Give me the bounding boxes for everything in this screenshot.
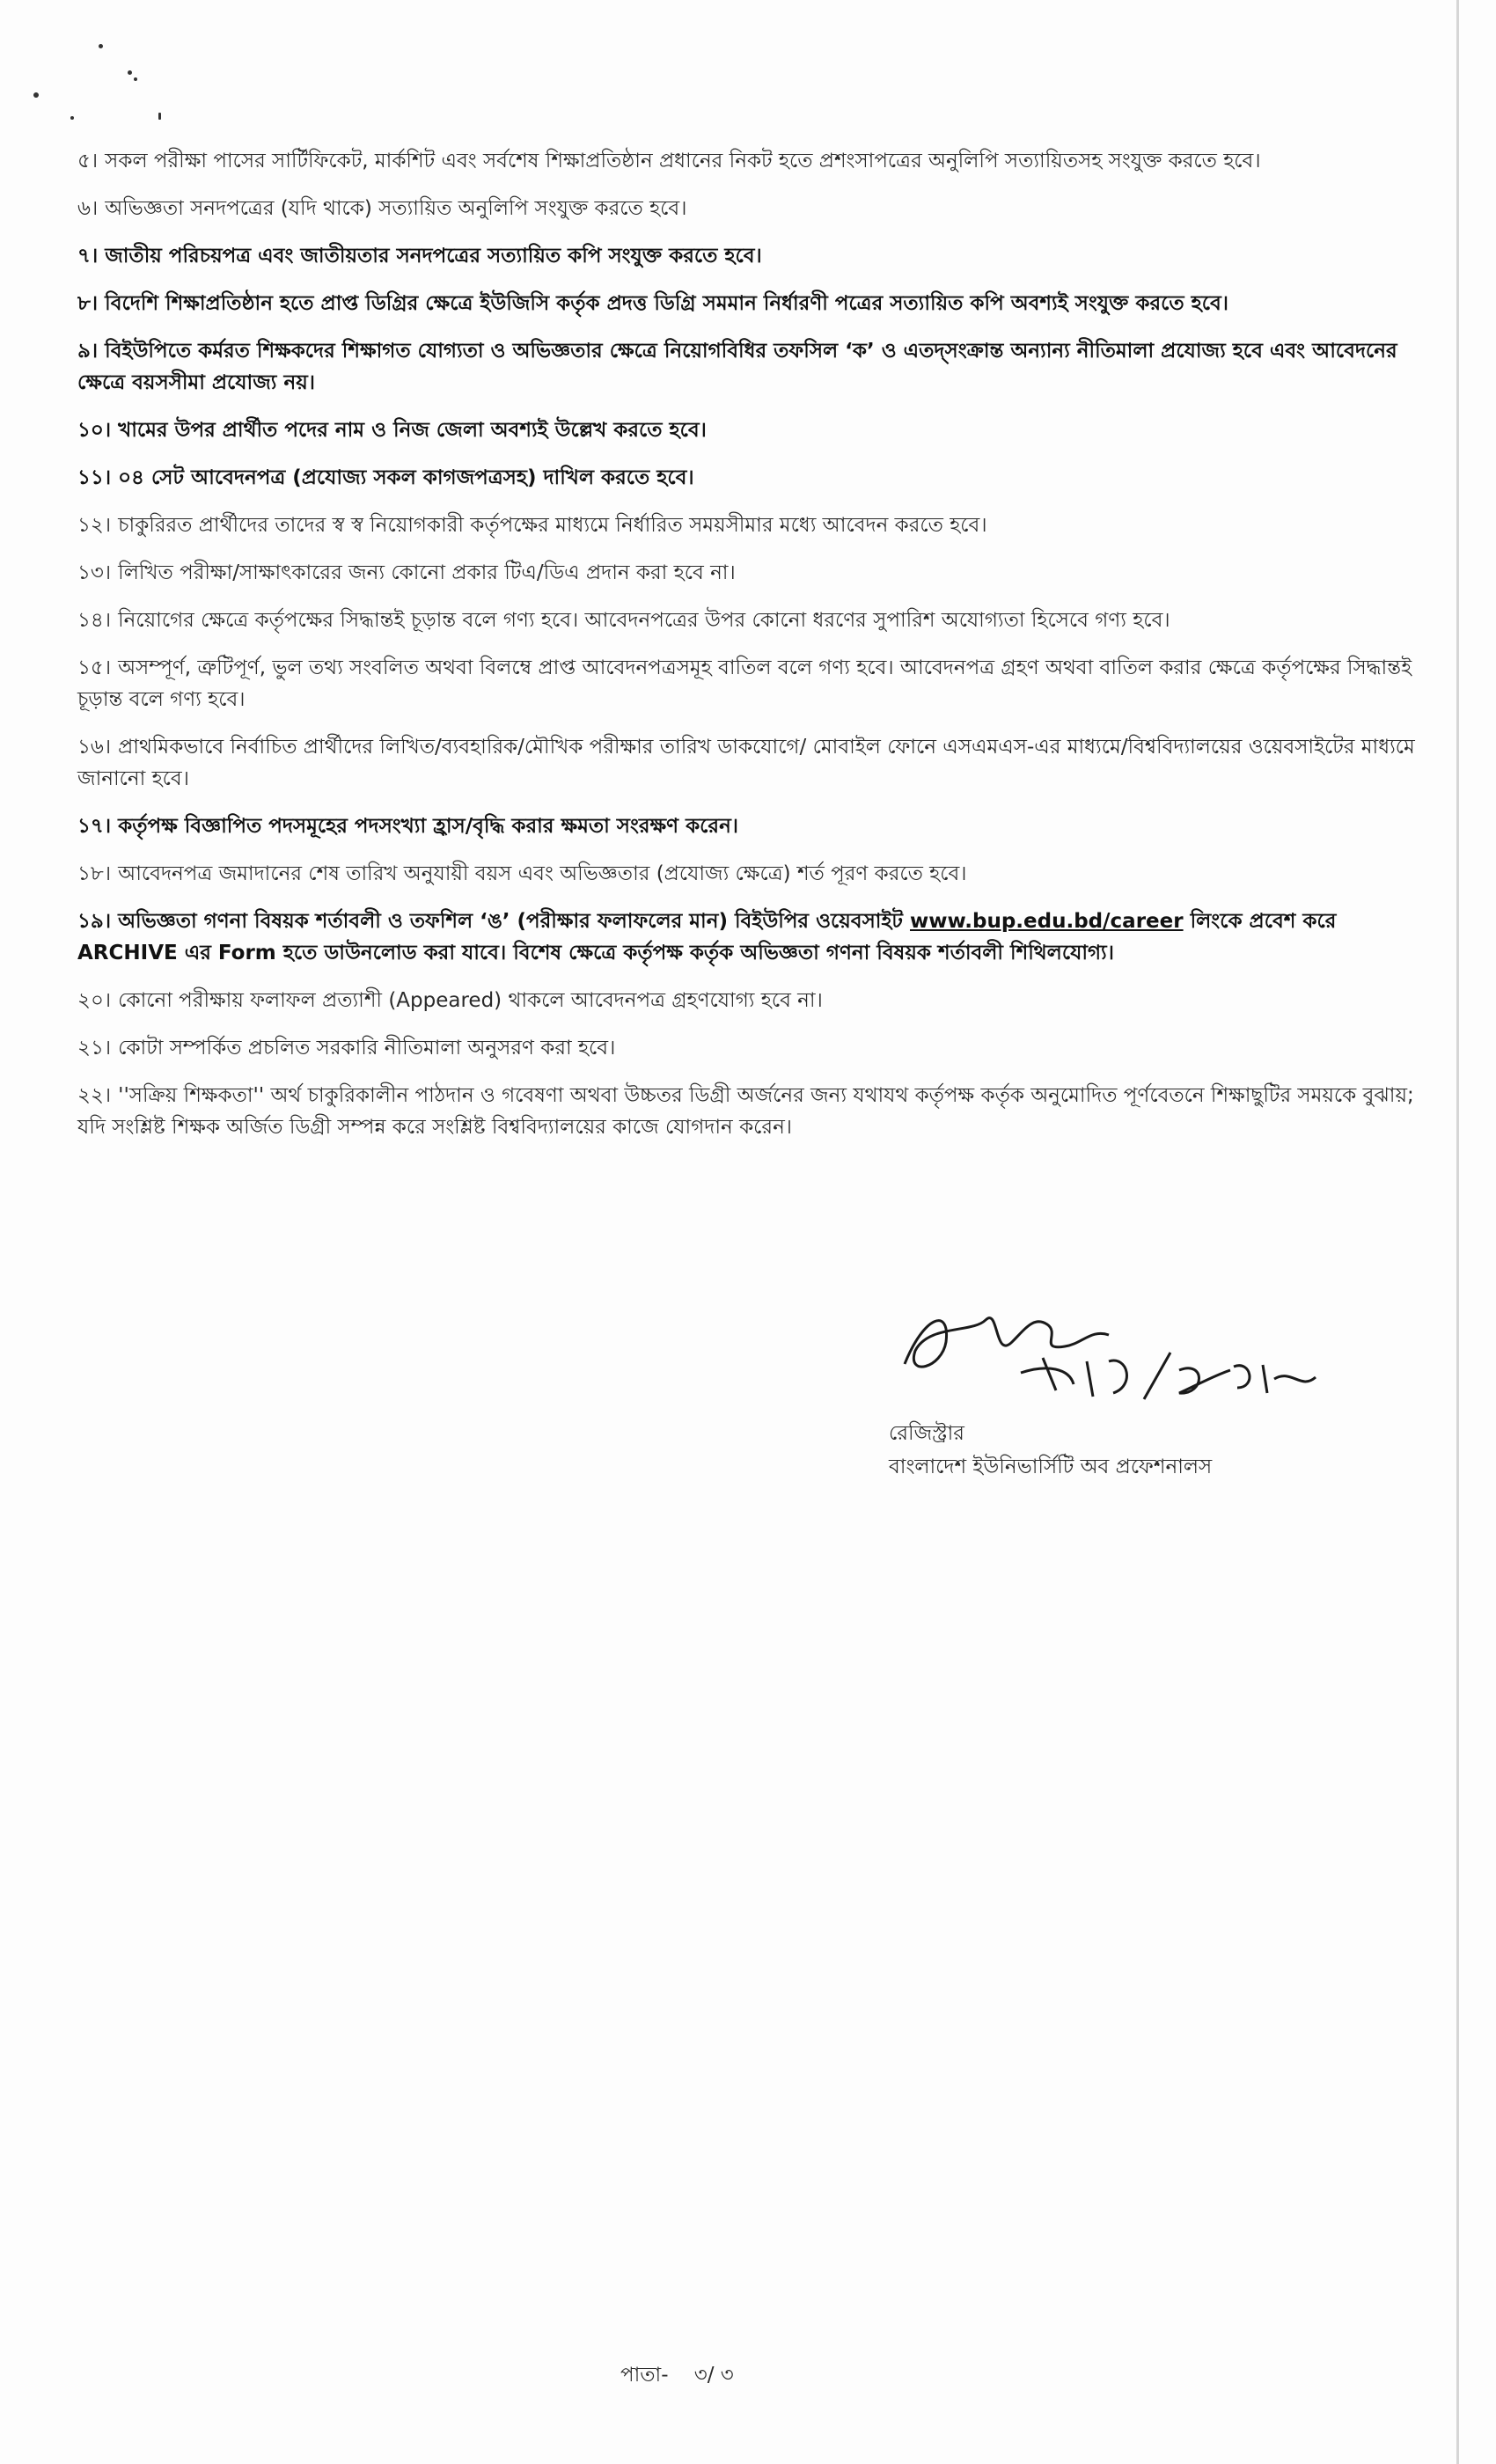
list-item	[77, 288, 1424, 319]
item-text: বিদেশি শিক্ষাপ্রতিষ্ঠান হতে প্রাপ্ত ডিগ্রির ক্ষেত্রে ইউজিসি কর্তৃক প্রদত্ত ডিগ্রি সমমান নির্ধারণী পত্রের সত্যায়িত কপি অবশ্যই সংযুক্ত করতে হবে।	[105, 292, 1228, 315]
item-number: ২২।	[77, 1084, 112, 1107]
item-text: চাকুরিরত প্রার্থীদের তাদের স্ব স্ব নিয়োগকারী কর্তৃপক্ষের মাধ্যমে নির্ধারিত সময়সীমার মধ্যে আবেদন করতে হবে।	[118, 514, 987, 537]
list-item	[77, 810, 1424, 842]
item-number: ৬।	[77, 197, 99, 220]
list-item	[77, 335, 1424, 399]
scan-speck	[99, 44, 103, 48]
list-item	[77, 1032, 1424, 1064]
item-number: ১৮।	[77, 862, 112, 885]
list-item	[77, 1080, 1424, 1143]
list-item	[77, 145, 1424, 177]
page-label: পাতা-	[620, 2364, 669, 2387]
terms-list	[77, 145, 1424, 1159]
signatory-block	[889, 1417, 1212, 1484]
list-item	[77, 906, 1424, 969]
item-text: অভিজ্ঞতা সনদপত্রের (যদি থাকে) সত্যায়িত অনুলিপি সংযুক্ত করতে হবে।	[105, 197, 687, 220]
item-text: লিখিত পরীক্ষা/সাক্ষাৎকারের জন্য কোনো প্রকার টিএ/ডিএ প্রদান করা হবে না।	[118, 561, 736, 584]
item-text: লিংকে প্রবেশ করে ARCHIVE এর Form হতে ডাউনলোড করা যাবে। বিশেষ ক্ষেত্রে কর্তৃপক্ষ কর্তৃক অভিজ্ঞতা গণনা বিষয়ক শর্তাবলী শিথিলযোগ্য।	[77, 910, 1337, 964]
signatory-organization: বাংলাদেশ ইউনিভার্সিটি অব প্রফেশনালস	[889, 1456, 1213, 1478]
handwritten-signature	[889, 1280, 1346, 1412]
list-item	[77, 858, 1424, 890]
item-number: ১৫।	[77, 656, 112, 679]
item-number: ১১।	[77, 466, 112, 489]
scan-speck	[33, 92, 39, 98]
list-item	[77, 557, 1424, 589]
list-item	[77, 605, 1424, 636]
career-link[interactable]: www.bup.edu.bd/career	[909, 910, 1184, 933]
scan-speck	[134, 77, 137, 81]
item-number: ৫।	[77, 150, 99, 172]
item-text: বিইউপিতে কর্মরত শিক্ষকদের শিক্ষাগত যোগ্যতা ও অভিজ্ঞতার ক্ষেত্রে নিয়োগবিধির তফসিল ‘ক’ ও এতদ্‌সংক্রান্ত অন্যান্য নীতিমালা প্রযোজ্য হবে এবং আবেদনের ক্ষেত্রে বয়সসীমা প্রযোজ্য নয়।	[77, 340, 1397, 394]
item-text: খামের উপর প্রার্থীত পদের নাম ও নিজ জেলা অবশ্যই উল্লেখ করতে হবে।	[118, 419, 707, 442]
list-item	[77, 240, 1424, 272]
item-text: অভিজ্ঞতা গণনা বিষয়ক শর্তাবলী ও তফশিল ‘ঙ’ (পরীক্ষার ফলাফলের মান) বিইউপির ওয়েবসাইট	[118, 910, 903, 933]
list-item	[77, 985, 1424, 1016]
item-number: ২১।	[77, 1037, 112, 1060]
signatory-title: রেজিস্ট্রার	[889, 1422, 964, 1445]
item-text: প্রাথমিকভাবে নির্বাচিত প্রার্থীদের লিখিত/ব্যবহারিক/মৌখিক পরীক্ষার তারিখ ডাকযোগে/ মোবাইল ফোনে এসএমএস-এর মাধ্যমে/বিশ্ববিদ্যালয়ের ওয়েবসাইটের মাধ্যমে জানানো হবে।	[77, 736, 1415, 790]
item-text: কর্তৃপক্ষ বিজ্ঞাপিত পদসমূহের পদসংখ্যা হ্রাস/বৃদ্ধি করার ক্ষমতা সংরক্ষণ করেন।	[118, 815, 739, 838]
scan-speck	[128, 70, 132, 75]
item-number: ১০।	[77, 419, 112, 442]
item-text: জাতীয় পরিচয়পত্র এবং জাতীয়তার সনদপত্রের সত্যায়িত কপি সংযুক্ত করতে হবে।	[105, 245, 762, 268]
scan-edge	[1456, 0, 1459, 2464]
item-text: ''সক্রিয় শিক্ষকতা'' অর্থ চাকুরিকালীন পাঠদান ও গবেষণা অথবা উচ্চতর ডিগ্রী অর্জনের জন্য যথাযথ কর্তৃপক্ষ কর্তৃক অনুমোদিত পূর্ণবেতনে শিক্ষাছুটির সময়কে বুঝায়; যদি সংশ্লিষ্ট শিক্ষক অর্জিত ডিগ্রী সম্পন্ন করে সংশ্লিষ্ট বিশ্ববিদ্যালয়ের কাজে যোগদান করেন।	[77, 1084, 1414, 1139]
item-text: কোটা সম্পর্কিত প্রচলিত সরকারি নীতিমালা অনুসরণ করা হবে।	[118, 1037, 616, 1060]
scan-speck	[158, 113, 161, 120]
list-item	[77, 731, 1424, 795]
list-item	[77, 193, 1424, 224]
item-text: আবেদনপত্র জমাদানের শেষ তারিখ অনুযায়ী বয়স এবং অভিজ্ঞতার (প্রযোজ্য ক্ষেত্রে) শর্ত পূরণ করতে হবে।	[118, 862, 967, 885]
item-number: ১৭।	[77, 815, 112, 838]
item-number: ১৬।	[77, 736, 112, 759]
page-value: ৩/ ৩	[693, 2364, 734, 2387]
item-number: ১৪।	[77, 609, 112, 632]
page-number	[620, 2358, 734, 2393]
item-text: অসম্পূর্ণ, ত্রুটিপূর্ণ, ভুল তথ্য সংবলিত অথবা বিলম্বে প্রাপ্ত আবেদনপত্রসমূহ বাতিল বলে গণ্য হবে। আবেদনপত্র গ্রহণ অথবা বাতিল করার ক্ষেত্রে কর্তৃপক্ষের সিদ্ধান্তই চূড়ান্ত বলে গণ্য হবে।	[77, 656, 1412, 711]
item-text: ০৪ সেট আবেদনপত্র (প্রযোজ্য সকল কাগজপত্রসহ) দাখিল করতে হবে।	[118, 466, 694, 489]
list-item	[77, 510, 1424, 541]
list-item	[77, 414, 1424, 446]
item-number: ২০।	[77, 989, 112, 1012]
item-number: ৮।	[77, 292, 99, 315]
item-text: সকল পরীক্ষা পাসের সার্টিফিকেট, মার্কশিট এবং সর্বশেষ শিক্ষাপ্রতিষ্ঠান প্রধানের নিকট হতে প্রশংসাপত্রের অনুলিপি সত্যায়িতসহ সংযুক্ত করতে হবে।	[105, 150, 1261, 172]
scan-speck	[70, 116, 74, 120]
item-number: ৭।	[77, 245, 99, 268]
item-text: নিয়োগের ক্ষেত্রে কর্তৃপক্ষের সিদ্ধান্তই চূড়ান্ত বলে গণ্য হবে। আবেদনপত্রের উপর কোনো ধরণের সুপারিশ অযোগ্যতা হিসেবে গণ্য হবে।	[118, 609, 1170, 632]
item-number: ১৩।	[77, 561, 112, 584]
item-text: কোনো পরীক্ষায় ফলাফল প্রত্যাশী (Appeared) থাকলে আবেদনপত্র গ্রহণযোগ্য হবে না।	[118, 989, 823, 1012]
item-number: ১৯।	[77, 910, 112, 933]
item-number: ৯।	[77, 340, 99, 363]
item-number: ১২।	[77, 514, 112, 537]
list-item	[77, 462, 1424, 494]
list-item	[77, 652, 1424, 715]
